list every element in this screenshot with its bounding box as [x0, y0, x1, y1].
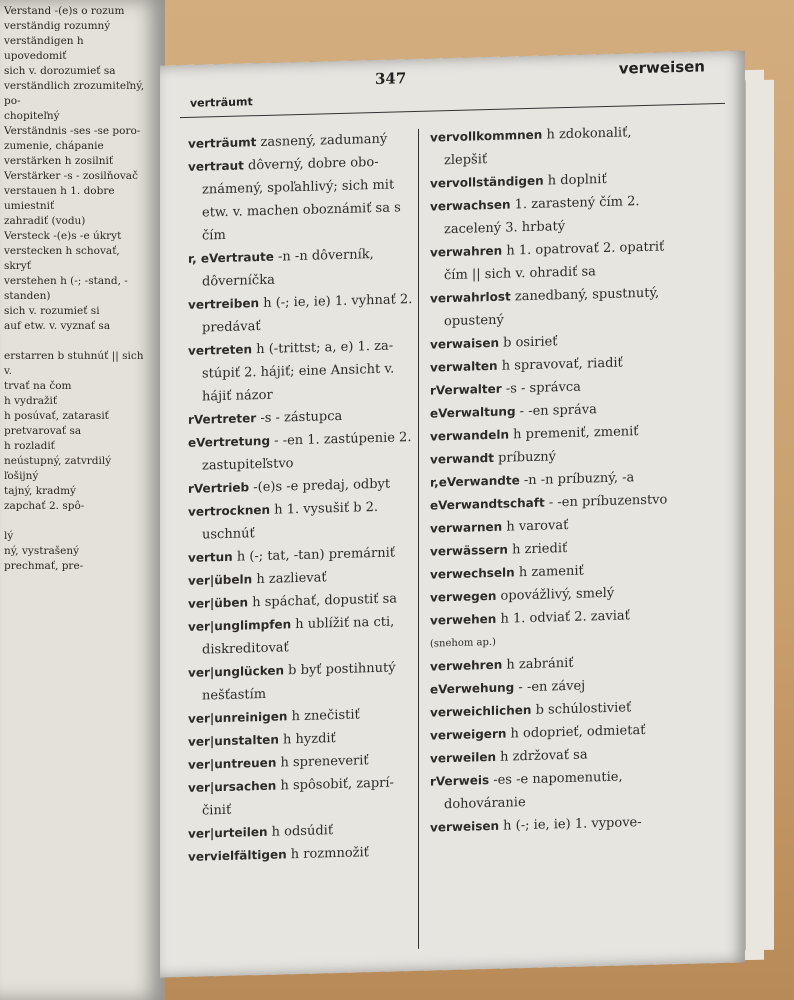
left-page-line: Verstärker -s - zosilňovač	[4, 170, 138, 182]
entry-headword: ver|unglimpfen	[188, 617, 292, 634]
entry-headword: verwachsen	[430, 197, 511, 214]
entry-definition: -n -n príbuzný, -a	[519, 470, 635, 489]
left-page-line: verstauen h 1. dobre umiestniť	[4, 185, 115, 212]
guide-word-left: verträumt	[190, 95, 253, 110]
entry-headword: vertreiben	[188, 296, 260, 312]
entry-definition: h ublížiť na cti, diskreditovať	[202, 614, 395, 658]
left-page-line: trvať na čom	[4, 380, 72, 392]
entry-definition: h zdokonaliť, zlepšiť	[444, 125, 632, 169]
left-page-line: ný, vystrašený	[4, 545, 80, 557]
entry-headword: vervollständigen	[430, 173, 544, 191]
entry-definition: -s - zástupca	[256, 408, 343, 427]
dictionary-entry	[188, 610, 413, 662]
entry-definition: h zameniť	[514, 563, 584, 581]
entry-headword: verwarnen	[430, 519, 503, 536]
entry-definition: h doplniť	[543, 171, 607, 189]
entry-headword: verwechseln	[430, 565, 515, 582]
left-page-line: verständigen h upovedomiť	[4, 35, 84, 62]
page-number: 347	[375, 69, 407, 89]
left-page-line: sich v. rozumieť si	[4, 305, 100, 317]
dictionary-entry	[430, 281, 670, 333]
entry-headword: ver|übeln	[188, 572, 253, 588]
left-page-line: zahradiť (vodu)	[4, 215, 86, 227]
entry-headword: rVerwalter	[430, 381, 502, 398]
left-page-line: zapchať 2. spô-	[4, 500, 85, 512]
left-page-line: verständig rozumný	[4, 20, 111, 32]
entry-headword: verwandt	[430, 450, 494, 467]
left-page-line: chopiteľný	[4, 110, 60, 122]
entry-definition: h 1. odviať 2. zaviať	[496, 608, 630, 627]
entry-headword: verträumt	[188, 135, 257, 151]
left-page-line: prechmať, pre-	[4, 560, 84, 572]
entry-headword: verwässern	[430, 542, 508, 559]
header-rule	[180, 103, 725, 118]
entry-headword: ver|unstalten	[188, 732, 279, 749]
dictionary-entry	[430, 120, 670, 172]
entry-definition: h spreneveriť	[276, 753, 369, 771]
entry-note: (snehom ap.)	[430, 636, 496, 650]
left-page-line: h rozladiť	[4, 440, 55, 452]
dictionary-entry	[430, 810, 670, 839]
entry-headword: rVertrieb	[188, 480, 250, 496]
entry-headword: vertraut	[188, 158, 244, 174]
entry-definition: h rozmnožiť	[286, 845, 369, 863]
entry-definition: - -en správa	[515, 402, 597, 420]
entry-headword: ver|unglücken	[188, 663, 285, 680]
left-page-line: lý	[4, 530, 14, 542]
left-page-line: neústupný, zatvrdilý	[4, 455, 112, 467]
entry-headword: verwandeln	[430, 427, 509, 444]
entry-definition: h zabrániť	[502, 655, 574, 673]
entry-definition: h (-; ie, ie) 1. vyhnať 2. predávať	[202, 292, 413, 336]
entry-headword: eVertretung	[188, 433, 271, 450]
entry-headword: ver|untreuen	[188, 755, 277, 772]
dictionary-entry	[430, 764, 670, 816]
entry-definition: h (-trittst; a, e) 1. zastúpiť 2. hájiť; eine Ansicht v. hájiť názor	[202, 338, 395, 405]
entry-definition: b byť postihnutý nešťastím	[202, 660, 396, 704]
entry-definition: b osirieť	[499, 334, 558, 351]
dictionary-entry	[188, 334, 413, 409]
entry-definition: h zdržovať sa	[496, 747, 588, 765]
entry-headword: r,eVerwandte	[430, 473, 520, 490]
entry-headword: verweigern	[430, 726, 507, 743]
entry-definition: h odsúdiť	[267, 823, 334, 840]
left-page-line: verstärken h zosilniť	[4, 155, 114, 167]
entry-definition: h znečistiť	[287, 707, 360, 725]
entry-definition: -s - správca	[501, 379, 581, 397]
left-page-line: verständlich zrozumiteľný, po-	[4, 80, 145, 107]
entry-headword: verwahrlost	[430, 289, 511, 306]
dictionary-entry	[430, 603, 670, 655]
entry-headword: ver|urteilen	[188, 824, 268, 841]
entry-headword: eVerwaltung	[430, 404, 516, 421]
dictionary-entry	[188, 288, 413, 340]
entry-headword: ver|üben	[188, 595, 249, 611]
entry-definition: h hyzdiť	[278, 731, 336, 748]
entry-definition: h 1. opatrovať 2. opatriť čím || sich v. ohradiť sa	[444, 239, 665, 284]
entry-definition: - -en závej	[514, 678, 586, 696]
page-edges	[745, 80, 774, 951]
dictionary-entry	[188, 771, 413, 823]
entry-definition: 1. zarastený čím 2. zacelený 3. hrbatý	[444, 194, 640, 238]
left-column	[188, 127, 413, 869]
entry-headword: verweilen	[430, 749, 497, 766]
dictionary-entry	[188, 242, 413, 294]
entry-headword: verwehen	[430, 611, 497, 628]
left-page-line: verstecken h schovať, skryť	[4, 245, 120, 272]
dictionary-entry	[188, 656, 413, 708]
dictionary-entry	[430, 235, 670, 287]
entry-headword: ver|ursachen	[188, 778, 277, 795]
guide-word-right: verweisen	[618, 57, 705, 78]
left-page-line	[4, 514, 149, 529]
entry-definition: - -en príbuzenstvo	[544, 492, 668, 511]
left-page-line: h posúvať, zatarasiť	[4, 410, 109, 422]
left-page-line: Versteck -(e)s -e úkryt	[4, 230, 122, 242]
entry-headword: vertreten	[188, 342, 253, 358]
dictionary-entry	[430, 189, 670, 241]
entry-headword: eVerwandtschaft	[430, 495, 545, 513]
entry-headword: eVerwehung	[430, 680, 515, 697]
dictionary-entry	[188, 840, 413, 869]
dictionary-entry	[188, 426, 413, 478]
left-page-line: pretvarovať sa	[4, 425, 82, 437]
entry-headword: vertrocknen	[188, 502, 271, 519]
entry-definition: h (-; tat, -tan) premárniť	[232, 545, 395, 565]
left-page-line: Verständnis -ses -se poro-	[4, 125, 141, 137]
left-page-line: zumenie, chápanie	[4, 140, 104, 152]
entry-headword: verwalten	[430, 358, 498, 375]
left-page-text	[4, 4, 149, 574]
column-divider	[418, 129, 419, 949]
entry-definition: h odoprieť, odmietať	[506, 722, 646, 742]
entry-headword: rVerweis	[430, 773, 490, 789]
left-page-line: verstehen h (-; -stand, -standen)	[4, 275, 128, 302]
right-column	[430, 120, 670, 839]
right-page	[160, 50, 745, 977]
entry-headword: verweichlichen	[430, 702, 532, 720]
entry-definition: dôverný, dobre oboznámený, spoľahlivý; sich mit etw. v. machen oboznámiť sa s čím	[202, 154, 401, 244]
entry-headword: verwehren	[430, 657, 503, 674]
entry-definition: -(e)s -e predaj, odbyt	[249, 476, 391, 496]
entry-definition: -n -n dôverník, dôverníčka	[202, 247, 374, 290]
entry-headword: verweisen	[430, 818, 500, 835]
entry-definition: opovážlivý, smelý	[496, 585, 615, 604]
entry-headword: verwegen	[430, 588, 497, 605]
entry-definition: h premeniť, zmeniť	[509, 424, 639, 443]
left-page-line: sich v. dorozumieť sa	[4, 65, 116, 77]
entry-definition: zasnený, zadumaný	[256, 131, 388, 151]
entry-definition: h spáchať, dopustiť sa	[248, 591, 398, 611]
entry-headword: rVertreter	[188, 411, 257, 427]
entry-definition: h varovať	[502, 517, 569, 535]
entry-definition: h (-; ie, ie) 1. vypove-	[499, 815, 642, 834]
entry-headword: vervollkommnen	[430, 127, 543, 145]
entry-definition: - -en 1. zastúpenie 2. zastupiteľstvo	[202, 430, 412, 474]
entry-headword: vervielfältigen	[188, 847, 287, 864]
entry-definition: h zriediť	[507, 540, 568, 558]
left-page-line: auf etw. v. vyznať sa	[4, 320, 111, 332]
left-page-line	[4, 334, 149, 349]
entry-definition: zanedbaný, spustnutý, opustený	[444, 285, 660, 330]
entry-headword: r, eVertraute	[188, 249, 274, 266]
dictionary-entry	[188, 495, 413, 547]
entry-definition: h spôsobiť, zapríčiniť	[202, 775, 394, 819]
entry-definition: -es -e napomenutie, dohováranie	[444, 769, 623, 813]
entry-headword: ver|unreinigen	[188, 709, 288, 726]
left-page-line: tajný, kradmý	[4, 485, 76, 497]
entry-definition: h zazlievať	[252, 570, 327, 588]
left-page-line: h vydražiť	[4, 395, 58, 407]
entry-definition: b schúlostivieť	[531, 700, 632, 718]
left-page-line: erstarren b stuhnúť || sich v.	[4, 350, 144, 377]
entry-headword: verwaisen	[430, 335, 499, 352]
left-page-line: Verstand -(e)s o rozum	[4, 5, 125, 17]
entry-headword: vertun	[188, 549, 233, 565]
left-page-line: ľošijný	[4, 470, 39, 482]
entry-definition: príbuzný	[493, 449, 557, 466]
left-page	[0, 0, 165, 1000]
entry-headword: verwahren	[430, 243, 503, 260]
entry-definition: h 1. vysušiť b 2. uschnúť	[202, 499, 379, 543]
dictionary-entry	[188, 150, 413, 248]
entry-definition: h spravovať, riadiť	[497, 355, 623, 374]
